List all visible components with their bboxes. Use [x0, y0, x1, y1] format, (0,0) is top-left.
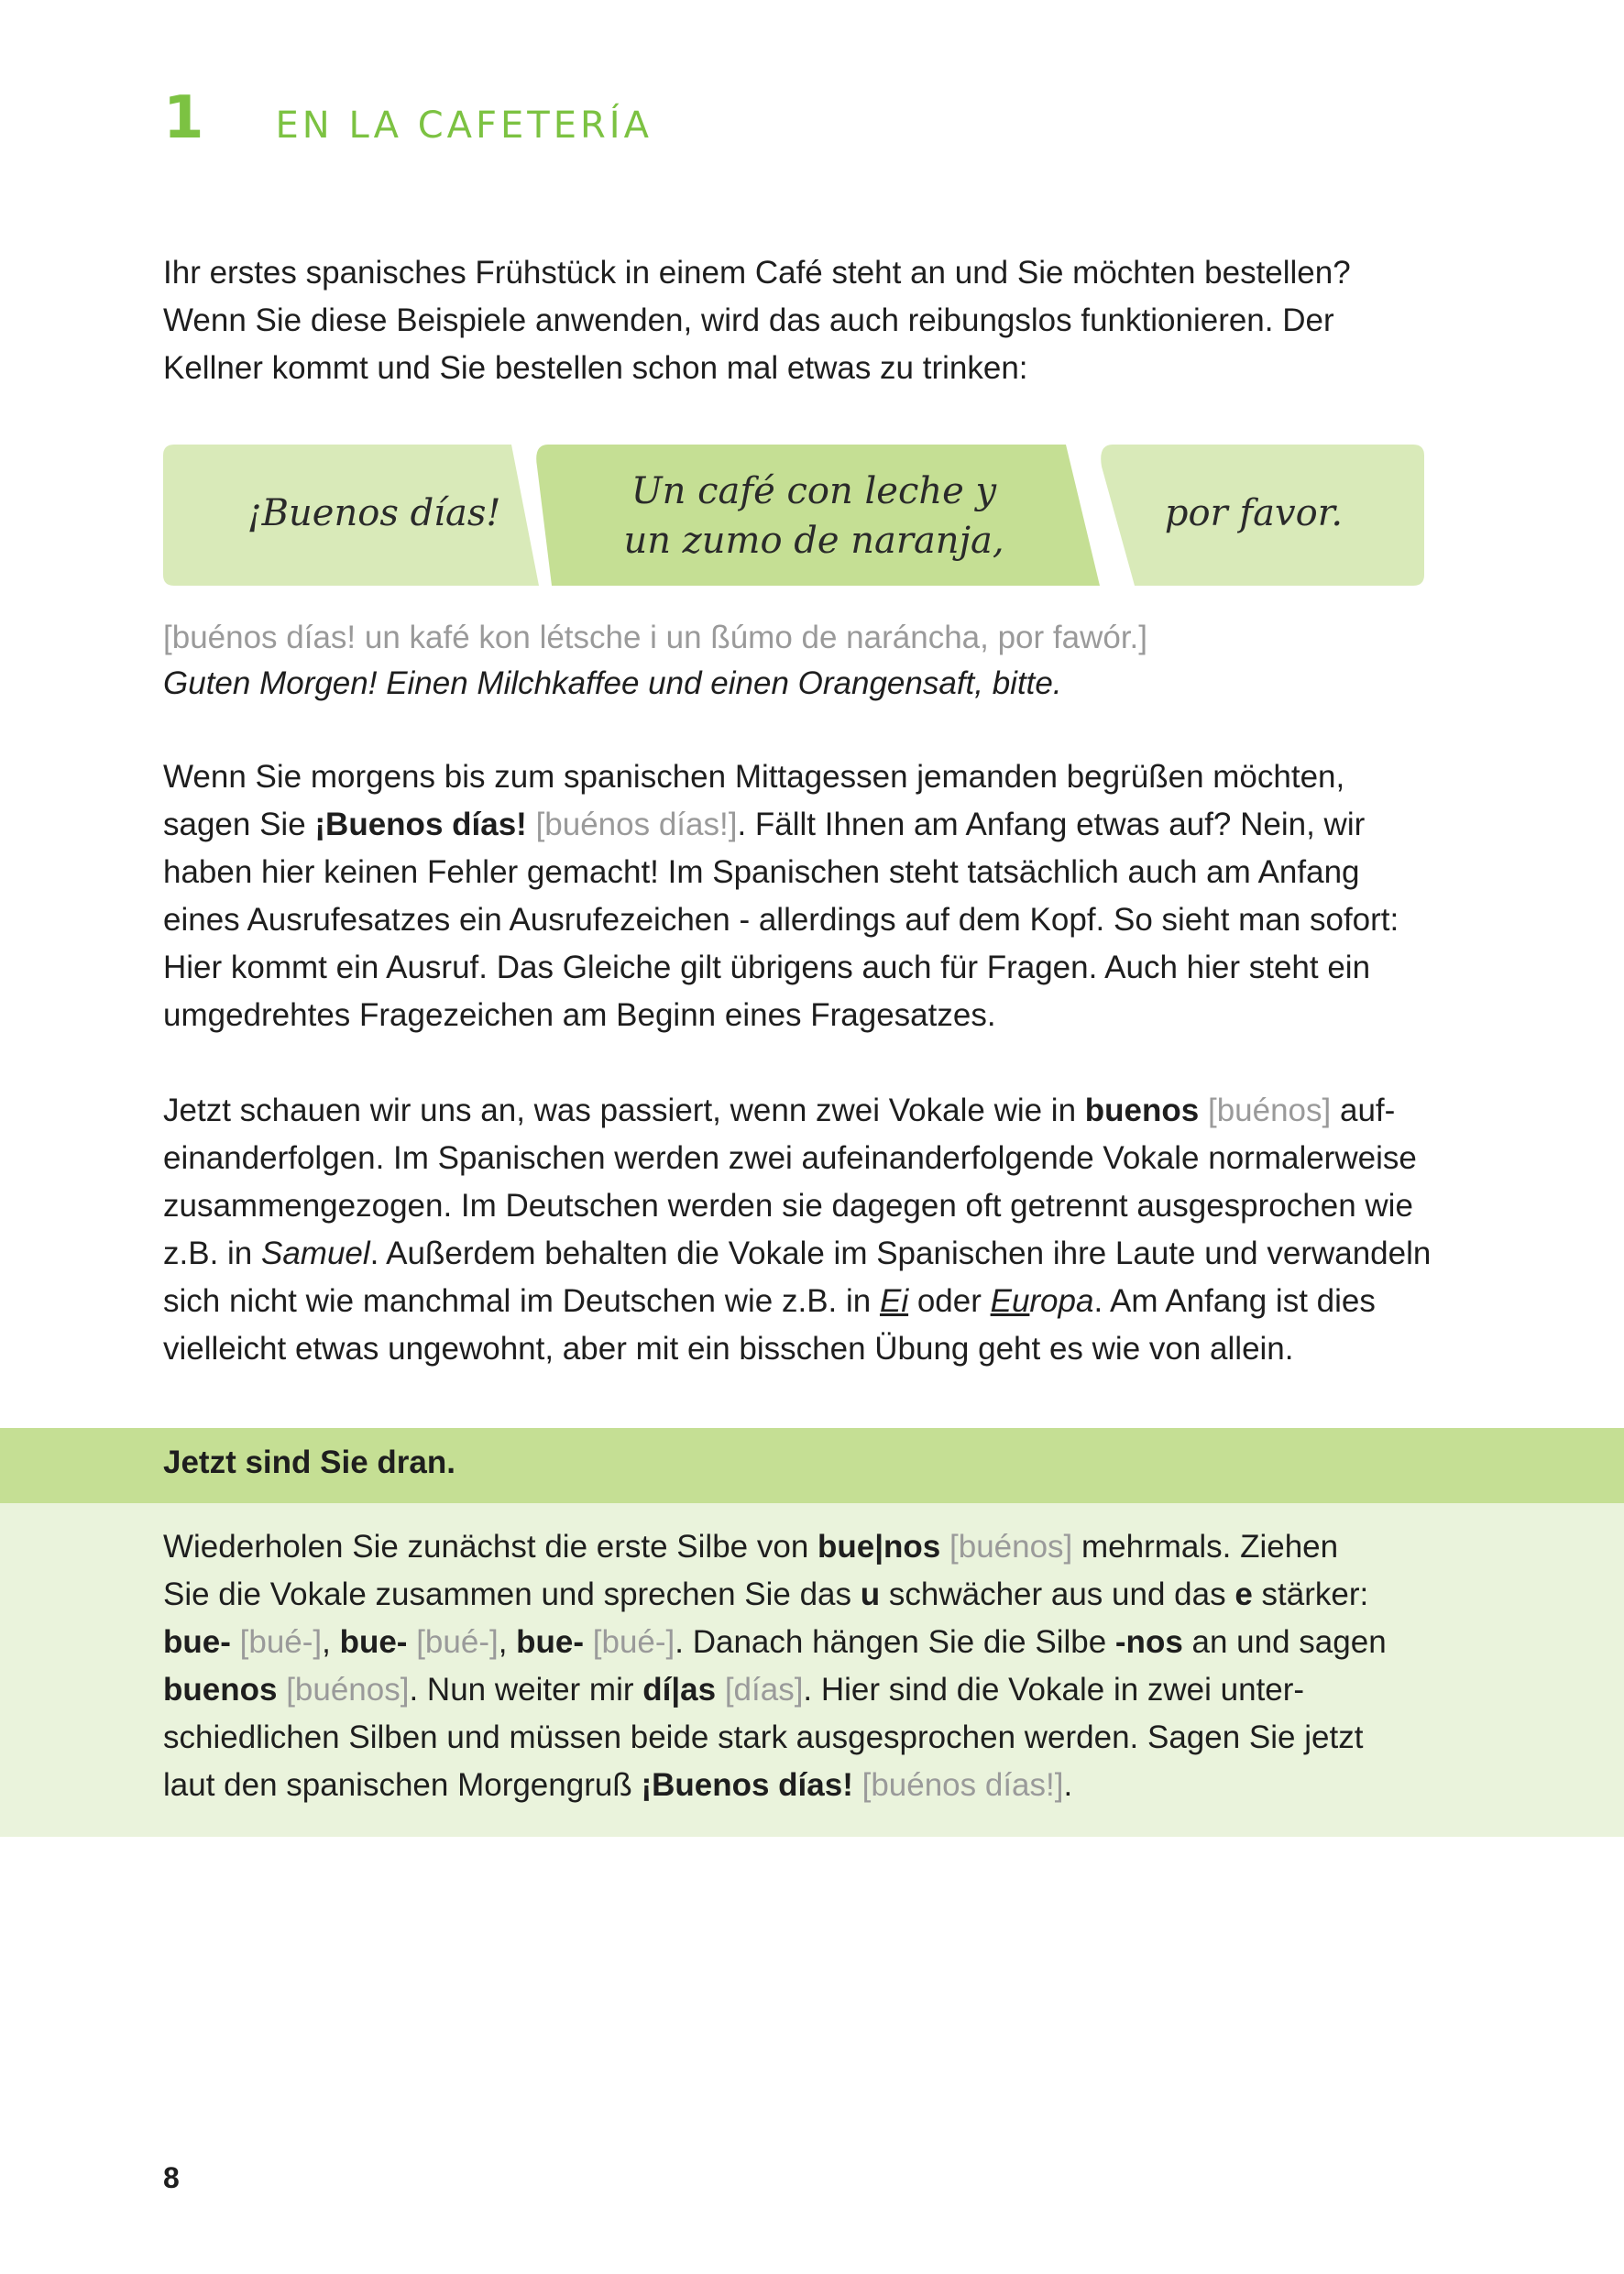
text-line: zusammengezogen. Im Deutschen werden sie dagegen oft getrennt ausgesprochen wie: [163, 1188, 1413, 1224]
text-line: Ihr erstes spanisches Frühstück in einem Café steht an und Sie möchten bestellen?: [163, 255, 1351, 291]
text-line: umgedrehtes Fragezeichen am Beginn eines Fragesatzes.: [163, 997, 996, 1033]
translation-line: Guten Morgen! Einen Milchkaffee und einen Orangensaft, bitte.: [163, 665, 1062, 701]
text-line: z.B. in Samuel. Außerdem behalten die Vokale im Spanischen ihre Laute und verwandeln: [163, 1236, 1432, 1271]
exclamation-paragraph: [163, 753, 1465, 1039]
text-line: sich nicht wie manchmal im Deutschen wie z.B. in Ei oder Europa. Am Anfang ist dies: [163, 1283, 1376, 1319]
chapter-header: [163, 84, 653, 152]
text-line: bue- [bué-], bue- [bué-], bue- [bué-]. Danach hängen Sie die Silbe -nos an und sagen: [163, 1624, 1387, 1660]
text-line: Jetzt schauen wir uns an, was passiert, wenn zwei Vokale wie in buenos [buénos] auf-: [163, 1093, 1396, 1128]
vowels-paragraph: [163, 1087, 1465, 1373]
phrase-strip: [163, 445, 1424, 586]
chapter-title: EN LA CAFETERÍA: [275, 104, 653, 147]
pronunciation-line: [buénos días! un kafé kon létsche i un ßúmo de naráncha, por fawór.]: [163, 620, 1147, 655]
exercise-header: [0, 1428, 1624, 1503]
text-line: Hier kommt ein Ausruf. Das Gleiche gilt übrigens auch für Fragen. Auch hier steht ein: [163, 950, 1371, 985]
exercise-body: [0, 1503, 1624, 1837]
phrase-order: [594, 467, 1034, 566]
text-line: Wiederholen Sie zunächst die erste Silbe von bue|nos [buénos] mehrmals. Ziehen: [163, 1529, 1339, 1565]
phrase-please: por favor.: [1164, 492, 1344, 534]
chapter-number: 1: [163, 84, 204, 152]
exercise-title: Jetzt sind Sie dran.: [163, 1445, 455, 1480]
exercise-text: [163, 1523, 1465, 1809]
text-line: vielleicht etwas ungewohnt, aber mit ein bisschen Übung geht es wie von allein.: [163, 1331, 1294, 1367]
text-line: sagen Sie ¡Buenos días! [buénos días!]. Fällt Ihnen am Anfang etwas auf? Nein, wir: [163, 807, 1366, 842]
text-line: Wenn Sie morgens bis zum spanischen Mittagessen jemanden begrüßen möchten,: [163, 759, 1345, 795]
page-number: 8: [163, 2161, 180, 2194]
text-line: Sie die Vokale zusammen und sprechen Sie das u schwächer aus und das e stärker:: [163, 1576, 1369, 1612]
intro-paragraph: [163, 249, 1465, 392]
text-line: buenos [buénos]. Nun weiter mir dí|as [días]. Hier sind die Vokale in zwei unter-: [163, 1672, 1305, 1708]
phrase-order-line: un zumo de naranja,: [623, 520, 1004, 562]
text-line: eines Ausrufesatzes ein Ausrufezeichen - allerdings auf dem Kopf. So sieht man sofort:: [163, 902, 1399, 938]
text-line: schiedlichen Silben und müssen beide stark ausgesprochen werden. Sagen Sie jetzt: [163, 1719, 1364, 1755]
text-line: laut den spanischen Morgengruß ¡Buenos días! [buénos días!].: [163, 1767, 1073, 1803]
text-line: einanderfolgen. Im Spanischen werden zwei aufeinanderfolgende Vokale normalerweise: [163, 1140, 1417, 1176]
phrase-order-line: Un café con leche y: [631, 470, 997, 512]
text-line: Wenn Sie diese Beispiele anwenden, wird das auch reibungslos funktionieren. Der: [163, 302, 1334, 338]
text-line: Kellner kommt und Sie bestellen schon mal etwas zu trinken:: [163, 350, 1028, 386]
phrase-greeting: ¡Buenos días!: [247, 492, 501, 534]
text-line: haben hier keinen Fehler gemacht! Im Spanischen steht tatsächlich auch am Anfang: [163, 854, 1360, 890]
